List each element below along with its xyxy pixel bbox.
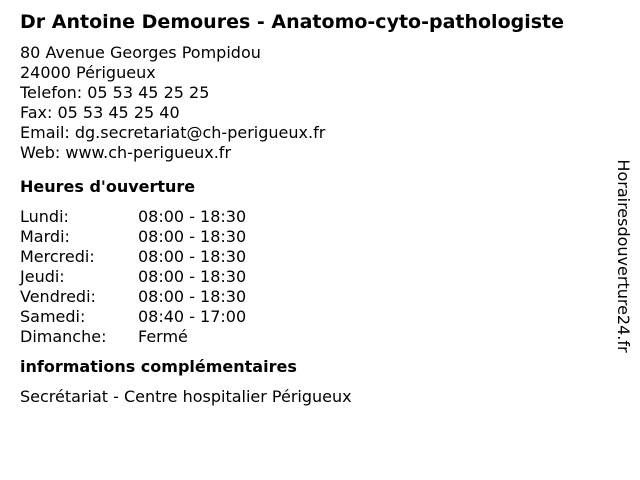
hours-day: Dimanche:: [20, 327, 107, 346]
hours-day: Mercredi:: [20, 247, 95, 266]
email-line: Email: dg.secretariat@ch-perigueux.fr: [20, 123, 326, 142]
hours-table: [20, 207, 610, 347]
address-block: [20, 43, 610, 163]
hours-day: Jeudi:: [20, 267, 65, 286]
hours-day: Lundi:: [20, 207, 69, 226]
extra-info-heading: informations complémentaires: [20, 357, 297, 376]
hours-row-friday: [20, 287, 610, 307]
hours-row-saturday: [20, 307, 610, 327]
hours-row-monday: [20, 207, 610, 227]
hours-day: Vendredi:: [20, 287, 96, 306]
web-line: Web: www.ch-perigueux.fr: [20, 143, 232, 162]
phone-line: Telefon: 05 53 45 25 25: [20, 83, 210, 102]
hours-row-sunday: [20, 327, 610, 347]
hours-time: 08:00 - 18:30: [138, 287, 247, 306]
hours-row-thursday: [20, 267, 610, 287]
page-title: Dr Antoine Demoures - Anatomo-cyto-pathologiste: [20, 11, 565, 33]
hours-day: Samedi:: [20, 307, 86, 326]
hours-row-wednesday: [20, 247, 610, 267]
hours-time: 08:00 - 18:30: [138, 267, 247, 286]
hours-time: Fermé: [138, 327, 188, 346]
business-card: [20, 8, 610, 407]
hours-time: 08:00 - 18:30: [138, 247, 247, 266]
hours-time: 08:00 - 18:30: [138, 207, 247, 226]
hours-time: 08:00 - 18:30: [138, 227, 247, 246]
hours-time: 08:40 - 17:00: [138, 307, 247, 326]
extra-info-text: Secrétariat - Centre hospitalier Périgueux: [20, 387, 352, 406]
watermark-text: Horairesdouverture24.fr: [614, 159, 633, 353]
hours-heading: Heures d'ouverture: [20, 177, 196, 196]
hours-row-tuesday: [20, 227, 610, 247]
hours-day: Mardi:: [20, 227, 70, 246]
address-street: 80 Avenue Georges Pompidou: [20, 43, 261, 62]
address-city: 24000 Périgueux: [20, 63, 156, 82]
fax-line: Fax: 05 53 45 25 40: [20, 103, 180, 122]
